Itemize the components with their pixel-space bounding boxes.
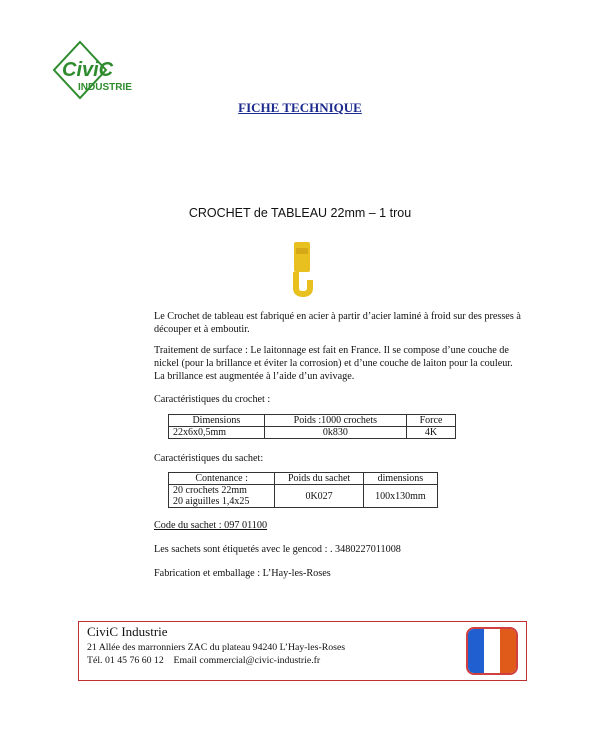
- french-flag-icon: [466, 627, 518, 675]
- sachet-dimensions-value: 100x130mm: [363, 485, 437, 508]
- gencod-text: Les sachets sont étiquetés avec le gencod : . 3480227011008: [154, 544, 401, 555]
- hook-dimensions-value: 22x6x0,5mm: [169, 427, 265, 439]
- civic-logo: [52, 40, 136, 100]
- sachet-weight-value: 0K027: [275, 485, 364, 508]
- page-title: FICHE TECHNIQUE: [238, 100, 362, 115]
- product-title: CROCHET de TABLEAU 22mm – 1 trou: [188, 206, 412, 220]
- sachet-code: Code du sachet : 097 01100: [154, 520, 268, 531]
- sachet-header-contents: Contenance :: [169, 473, 275, 485]
- sachet-content-line: 20 aiguilles 1,4x25: [173, 496, 250, 507]
- hook-characteristics-label: Caractéristiques du crochet :: [154, 394, 271, 405]
- treatment-text: Traitement de surface : Le laitonnage est fait en France. Il se compose d’une couche de nickel (pour la brillance et éviter la corrosion) et d’une couche de laiton pour la couleur. La brillance est augmentée à l’aide d’un avivage.: [154, 345, 513, 382]
- sachet-header-dimensions: dimensions: [363, 473, 437, 485]
- footer-company: CiviC Industrie: [87, 624, 168, 639]
- sachet-content-line: 20 crochets 22mm: [173, 485, 247, 496]
- description-text: Le Crochet de tableau est fabriqué en acier à partir d’acier laminé à froid sur des presses à découper et à emboutir.: [154, 311, 521, 335]
- logo-sub: INDUSTRIE: [78, 82, 132, 93]
- logo-brand: CiviC: [62, 59, 114, 81]
- hook-force-value: 4K: [407, 427, 456, 439]
- footer-box: [78, 621, 527, 681]
- hook-table: [168, 414, 456, 439]
- footer-contact: Tél. 01 45 76 60 12 Email commercial@civic-industrie.fr: [87, 655, 321, 666]
- fabrication-text: Fabrication et emballage : L’Hay-les-Roses: [154, 568, 331, 579]
- sachet-contents: [169, 485, 275, 508]
- footer-address: 21 Allée des marronniers ZAC du plateau 94240 L’Hay-les-Roses: [87, 642, 346, 653]
- sachet-header-weight: Poids du sachet: [275, 473, 364, 485]
- sachet-characteristics-label: Caractéristiques du sachet:: [154, 453, 264, 464]
- hook-header-weight: Poids :1000 crochets: [264, 415, 406, 427]
- sachet-table: [168, 472, 438, 508]
- hook-weight-value: 0k830: [264, 427, 406, 439]
- hook-image: [290, 240, 318, 298]
- hook-header-force: Force: [407, 415, 456, 427]
- hook-header-dimensions: Dimensions: [169, 415, 265, 427]
